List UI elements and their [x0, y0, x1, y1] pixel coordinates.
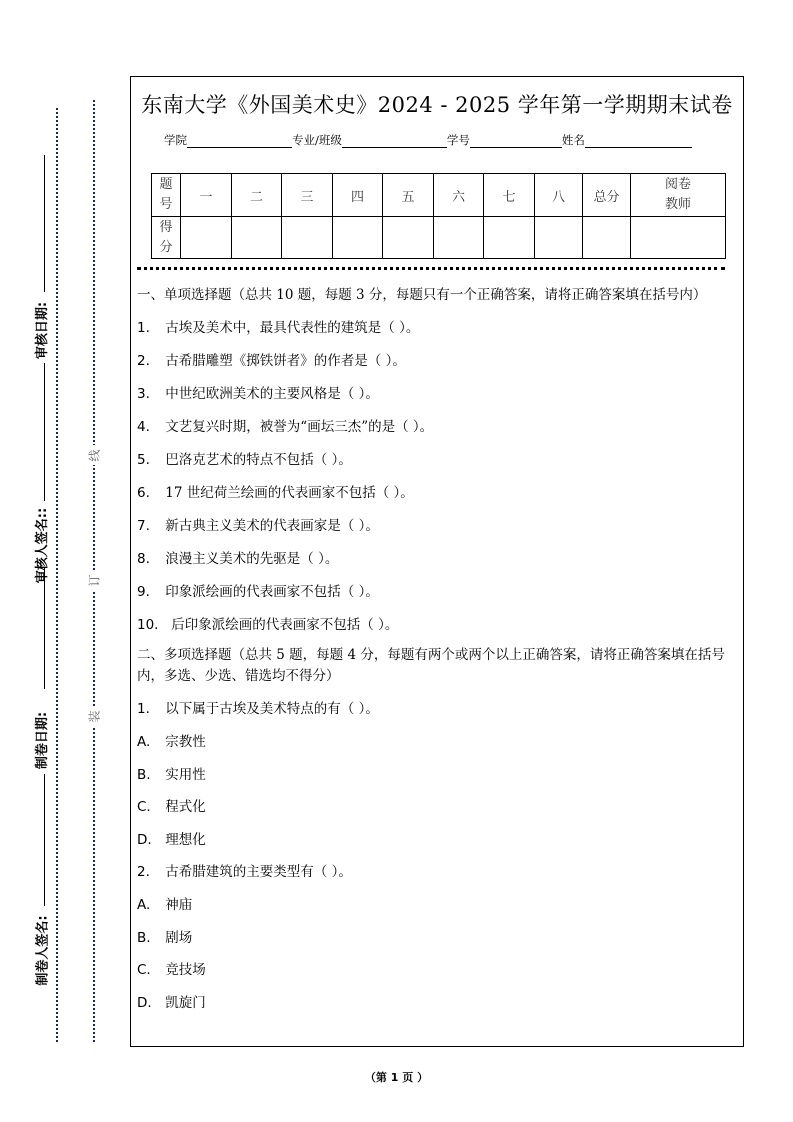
name-field[interactable]: [585, 133, 692, 148]
major-class-label: 专业/班级: [292, 133, 342, 147]
score-cell-grader[interactable]: [631, 217, 726, 259]
option-item: B. 剧场: [137, 929, 193, 946]
option-item: B. 实用性: [137, 766, 206, 783]
score-cell-total[interactable]: [583, 217, 631, 259]
col-header-3: 三: [282, 174, 333, 217]
inner-dotted-line: [56, 108, 58, 1042]
student-id-field[interactable]: [470, 133, 562, 148]
question-item: 3. 中世纪欧洲美术的主要风格是（ ）。: [137, 386, 379, 402]
binding-char-line: 线: [84, 445, 104, 465]
option-item: C. 程式化: [137, 799, 206, 815]
binding-char-staple: 订: [84, 570, 104, 590]
college-label: 学院: [164, 133, 187, 147]
col-header-1: 一: [181, 174, 232, 217]
row-header-question: 题 号: [152, 174, 181, 217]
review-date-line-lower: [44, 363, 45, 501]
score-cell-5[interactable]: [383, 217, 434, 259]
name-label: 姓名: [561, 133, 585, 147]
question-item: 9. 印象派绘画的代表画家不包括（ ）。: [137, 584, 379, 600]
score-cell-3[interactable]: [282, 217, 333, 259]
separator-dotted-line: [137, 267, 725, 270]
question-item: 4. 文艺复兴时期，被誉为“画坛三杰”的是（ ）。: [137, 419, 434, 435]
option-item: A. 神庙: [137, 897, 193, 913]
question-item: 8. 浪漫主义美术的先驱是（ ）。: [137, 551, 339, 567]
col-header-5: 五: [383, 174, 434, 217]
col-header-7: 七: [484, 174, 535, 217]
col-header-total: 总分: [583, 174, 631, 217]
reviewer-signature-line: [44, 568, 45, 689]
exam-questions: [137, 285, 737, 1025]
option-item: D. 凯旋门: [137, 994, 206, 1011]
section-1-heading: 一、单项选择题（总共 10 题，每题 3 分，每题只有一个正确答案，请将正确答案填在括号内）: [137, 287, 707, 303]
binding-char-bind: 装: [84, 706, 104, 726]
major-class-field[interactable]: [342, 133, 447, 148]
exam-title: 东南大学《外国美术史》2024 - 2025 学年第一学期期末试卷: [141, 93, 733, 117]
review-date-line: [44, 155, 45, 292]
score-cell-7[interactable]: [484, 217, 535, 259]
option-item: C. 竞技场: [137, 962, 206, 978]
score-cell-1[interactable]: [181, 217, 232, 259]
col-header-8: 八: [535, 174, 583, 217]
student-info-row: [164, 132, 692, 148]
question-item: 2. 古希腊建筑的主要类型有（ ）。: [137, 864, 352, 880]
question-item: 2. 古希腊雕塑《掷铁饼者》的作者是（ ）。: [137, 353, 406, 369]
score-table: [151, 173, 726, 259]
score-row: [152, 217, 726, 259]
section-2-heading: 二、多项选择题（总共 5 题，每题 4 分，每题有两个或两个以上正确答案，请将正确答案填在括号内，多选、少选、错选均不得分）: [137, 647, 725, 684]
score-cell-2[interactable]: [232, 217, 282, 259]
review-date-label: 审核日期:: [35, 301, 51, 359]
row-header-score: 得 分: [152, 217, 181, 259]
col-header-6: 六: [434, 174, 484, 217]
option-item: A. 宗教性: [137, 734, 206, 750]
preparer-signature-label: 制卷人签名:: [35, 914, 51, 986]
question-item: 6. 17 世纪荷兰绘画的代表画家不包括（ ）。: [137, 485, 414, 501]
question-item: 5. 巴洛克艺术的特点不包括（ ）。: [137, 452, 352, 468]
question-item: 1. 以下属于古埃及美术特点的有（ ）。: [137, 701, 379, 717]
page-number: （第 1 页 ）: [364, 1071, 429, 1084]
question-item: 10. 后印象派绘画的代表画家不包括（ ）。: [137, 617, 399, 633]
score-cell-8[interactable]: [535, 217, 583, 259]
question-number-row: [152, 174, 726, 217]
score-cell-4[interactable]: [333, 217, 383, 259]
reviewer-signature-label: 审核人签名::: [35, 507, 51, 583]
question-item: 1. 古埃及美术中，最具代表性的建筑是（ ）。: [137, 320, 420, 336]
prepare-date-label: 制卷日期:: [35, 711, 51, 769]
student-id-label: 学号: [446, 133, 470, 147]
score-cell-6[interactable]: [434, 217, 484, 259]
col-header-2: 二: [232, 174, 282, 217]
col-header-grader: 阅卷 教师: [631, 174, 726, 217]
question-item: 7. 新古典主义美术的代表画家是（ ）。: [137, 518, 379, 534]
prepare-date-line: [44, 774, 45, 906]
college-field[interactable]: [187, 133, 292, 148]
col-header-4: 四: [333, 174, 383, 217]
option-item: D. 理想化: [137, 831, 206, 848]
exam-paper: [130, 76, 744, 1047]
